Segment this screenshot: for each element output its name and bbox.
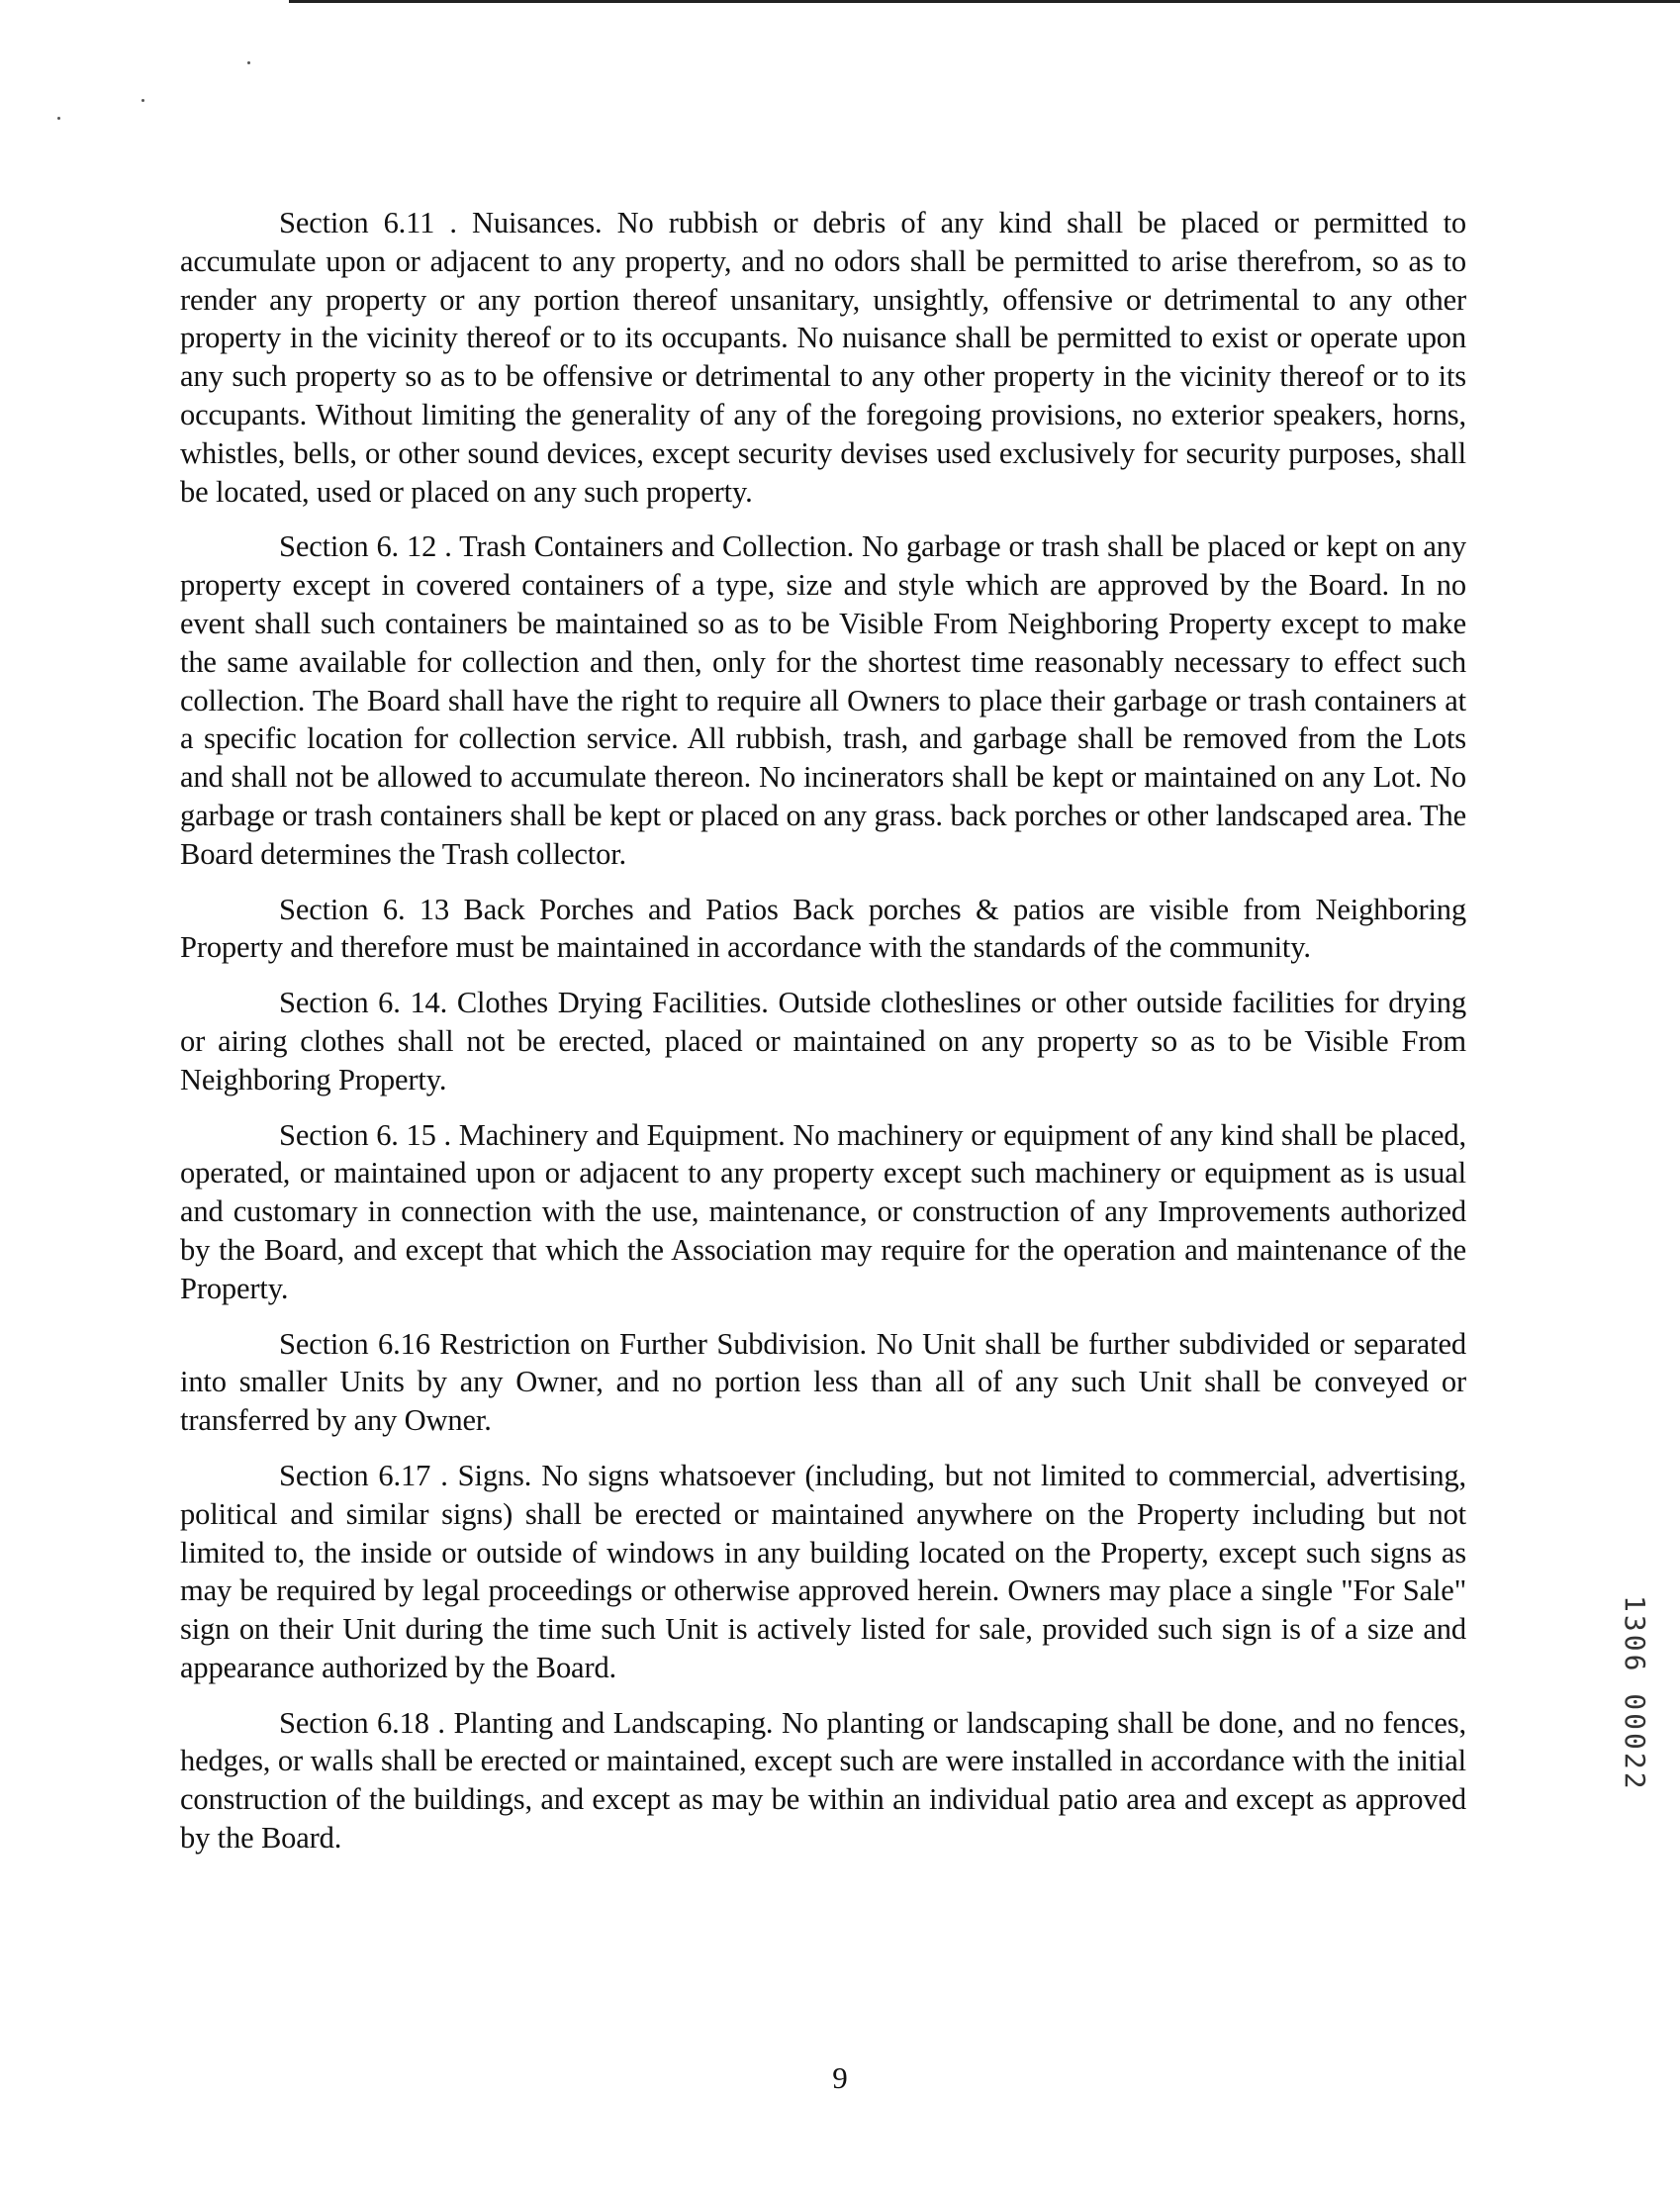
section-6-17: Section 6.17 . Signs. No signs whatsoever (including, but not limited to commercial, advertising, political and similar signs) shall be erected or maintained anywhere on the Property including but not limited to, the inside or outside of windows in any building located on the Property, except such signs as may be required by legal proceedings or otherwise approved herein. Owners may place a single "For Sale" sign on their Unit during the time such Unit is actively listed for sale, provided such sign is of a size and appearance authorized by the Board. <box>180 1458 1466 1684</box>
top-border-line <box>289 0 1680 3</box>
section-6-14: Section 6. 14. Clothes Drying Facilities. Outside clotheslines or other outside facilities for drying or airing clothes shall not be erected, placed or maintained on any property so as to be Visible From Neighboring Property. <box>180 986 1466 1096</box>
recording-number-stamp <box>1613 1595 1656 1823</box>
scan-speck <box>141 99 144 102</box>
recording-number-text: 1306 00022 <box>1619 1595 1651 1792</box>
scan-speck <box>247 61 250 64</box>
section-6-11: Section 6.11 . Nuisances. No rubbish or debris of any kind shall be placed or permitted to accumulate upon or adjacent to any property, and no odors shall be permitted to arise therefrom, so as to render any property or any portion thereof unsanitary, unsightly, offensive or detrimental to any other property in the vicinity thereof or to its occupants. No nuisance shall be permitted to exist or operate upon any such property so as to be offensive or detrimental to any other property in the vicinity thereof or to its occupants. Without limiting the generality of any of the foregoing provisions, no exterior speakers, horns, whistles, bells, or other sound devices, except security devises used exclusively for security purposes, shall be located, used or placed on any such property. <box>180 206 1466 509</box>
section-6-15: Section 6. 15 . Machinery and Equipment. No machinery or equipment of any kind shall be placed, operated, or maintained upon or adjacent to any property except such machinery or equipment as is usual and customary in connection with the use, maintenance, or construction of any Improvements authorized by the Board, and except that which the Association may require for the operation and maintenance of the Property. <box>180 1117 1466 1305</box>
section-6-12: Section 6. 12 . Trash Containers and Collection. No garbage or trash shall be placed or kept on any property except in covered containers of a type, size and style which are approved by the Board. In no event shall such containers be maintained so as to be Visible From Neighboring Property except to make the same available for collection and then, only for the shortest time reasonably necessary to effect such collection. The Board shall have the right to require all Owners to place their garbage or trash containers at a specific location for collection service. All rubbish, trash, and garbage shall be removed from the Lots and shall not be allowed to accumulate thereon. No incinerators shall be kept or maintained on any Lot. No garbage or trash containers shall be kept or placed on any grass. back porches or other landscaped area. The Board determines the Trash collector. <box>180 529 1466 871</box>
scan-speck <box>57 117 60 120</box>
section-6-16: Section 6.16 Restriction on Further Subdivision. No Unit shall be further subdivided or separated into smaller Units by any Owner, and no portion less than all of any such Unit shall be conveyed or transferred by any Owner. <box>180 1326 1466 1438</box>
section-6-13: Section 6. 13 Back Porches and Patios Back porches & patios are visible from Neighboring Property and therefore must be maintained in accordance with the standards of the community. <box>180 892 1466 965</box>
document-body <box>180 204 1466 1874</box>
page-number: 9 <box>832 2060 848 2095</box>
section-6-18: Section 6.18 . Planting and Landscaping. No planting or landscaping shall be done, and no fences, hedges, or walls shall be erected or maintained, except such are were installed in accordance with the initial construction of the buildings, and except as may be within an individual patio area and except as approved by the Board. <box>180 1705 1466 1856</box>
